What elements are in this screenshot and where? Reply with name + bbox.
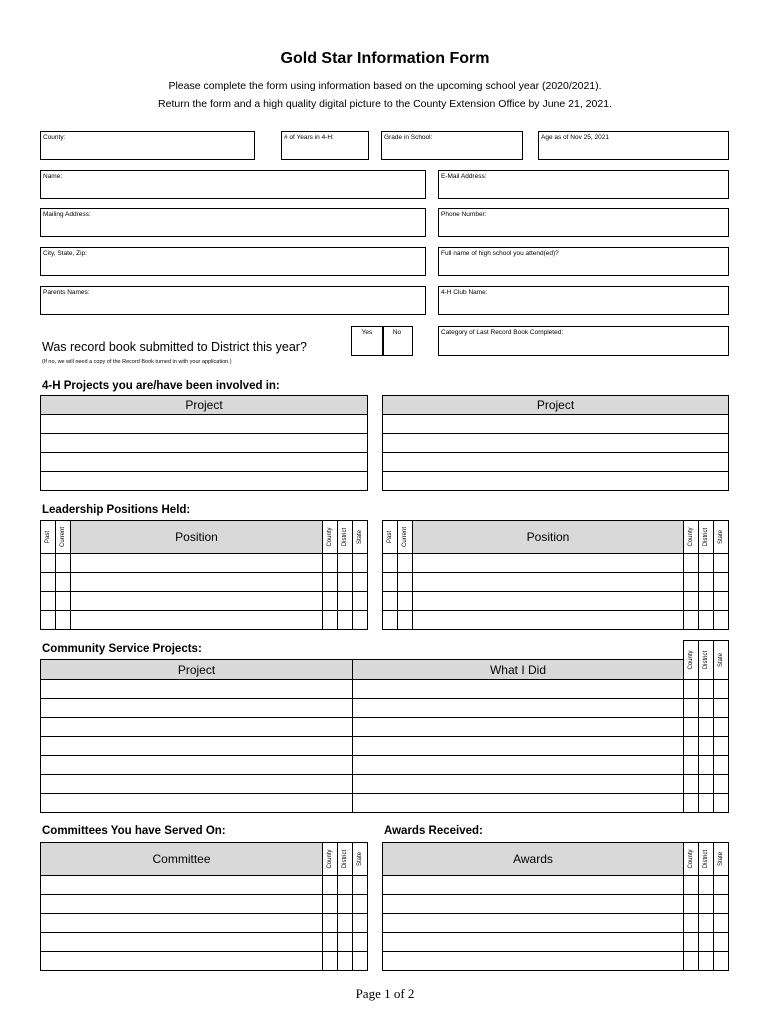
table-row	[41, 876, 368, 895]
cell[interactable]	[398, 592, 413, 611]
table-row	[383, 914, 729, 933]
cell[interactable]	[383, 573, 398, 592]
cell[interactable]	[41, 718, 353, 737]
cell[interactable]	[56, 573, 71, 592]
county-header	[684, 521, 699, 554]
cell[interactable]	[714, 718, 729, 737]
position-header: Position	[71, 521, 323, 554]
cell[interactable]	[684, 611, 699, 630]
cell[interactable]	[338, 895, 353, 914]
district-header	[338, 521, 353, 554]
cell[interactable]	[353, 737, 684, 756]
cell[interactable]	[71, 611, 323, 630]
cell[interactable]	[41, 914, 323, 933]
cell[interactable]	[714, 573, 729, 592]
cell[interactable]	[699, 592, 714, 611]
cell[interactable]	[714, 775, 729, 794]
current-header	[56, 521, 71, 554]
project-cell[interactable]	[383, 434, 729, 453]
cell[interactable]	[41, 895, 323, 914]
high-school-label: Full name of high school you attend(ed)?	[441, 250, 559, 257]
cell[interactable]	[684, 895, 699, 914]
cell[interactable]	[383, 876, 684, 895]
projects-table-left	[40, 395, 368, 491]
cell[interactable]	[714, 554, 729, 573]
committees-table	[40, 842, 368, 971]
cell[interactable]	[684, 876, 699, 895]
cell[interactable]	[338, 611, 353, 630]
county-label: County	[688, 849, 694, 869]
club-label: 4-H Club Name:	[441, 289, 488, 296]
cell[interactable]	[714, 952, 729, 971]
age-label: Age as of Nov 25, 2021	[541, 134, 609, 141]
cell[interactable]	[338, 914, 353, 933]
table-row	[383, 952, 729, 971]
email-label: E-Mail Address:	[441, 173, 487, 180]
county-label: County	[688, 527, 694, 547]
cell[interactable]	[41, 699, 353, 718]
table-row	[41, 699, 729, 718]
cell[interactable]	[338, 933, 353, 952]
district-header	[338, 843, 353, 876]
cell[interactable]	[699, 756, 714, 775]
state-label: State	[718, 652, 724, 668]
projects-heading: 4-H Projects you are/have been involved in:	[42, 380, 280, 392]
state-label: State	[718, 851, 724, 867]
table-row	[41, 914, 368, 933]
cell[interactable]	[684, 699, 699, 718]
mailing-label: Mailing Address:	[43, 211, 91, 218]
cell[interactable]	[353, 718, 684, 737]
district-label: District	[342, 527, 348, 547]
record-book-question: Was record book submitted to District this year?	[42, 340, 307, 354]
cell[interactable]	[353, 775, 684, 794]
project-cell[interactable]	[383, 472, 729, 491]
state-header	[353, 843, 368, 876]
cell[interactable]	[56, 554, 71, 573]
cell[interactable]	[699, 914, 714, 933]
cell[interactable]	[71, 573, 323, 592]
cell[interactable]	[714, 794, 729, 813]
mailing-address-field[interactable]	[40, 208, 426, 237]
project-cell[interactable]	[383, 453, 729, 472]
cell[interactable]	[383, 611, 398, 630]
cell[interactable]	[41, 794, 353, 813]
cell[interactable]	[338, 554, 353, 573]
cell[interactable]	[699, 794, 714, 813]
years-field[interactable]	[281, 131, 369, 160]
county-header	[684, 843, 699, 876]
table-row	[383, 573, 729, 592]
project-column-header: Project	[383, 396, 729, 415]
cell[interactable]	[699, 737, 714, 756]
cell[interactable]	[699, 699, 714, 718]
cell[interactable]	[323, 952, 338, 971]
cell[interactable]	[684, 718, 699, 737]
past-header	[383, 521, 398, 554]
cell[interactable]	[41, 933, 323, 952]
table-row	[383, 592, 729, 611]
cell[interactable]	[71, 592, 323, 611]
age-field[interactable]	[538, 131, 729, 160]
past-label: Past	[387, 530, 393, 544]
cell[interactable]	[323, 611, 338, 630]
cell[interactable]	[41, 680, 353, 699]
cell[interactable]	[41, 876, 323, 895]
cell[interactable]	[71, 554, 323, 573]
county-label: County	[327, 849, 333, 869]
cell[interactable]	[398, 554, 413, 573]
phone-field[interactable]	[438, 208, 729, 237]
cell[interactable]	[714, 680, 729, 699]
cell[interactable]	[699, 573, 714, 592]
table-row	[41, 794, 729, 813]
category-field[interactable]	[438, 326, 729, 356]
cell[interactable]	[353, 699, 684, 718]
cell[interactable]	[353, 573, 368, 592]
grade-label: Grade in School:	[384, 134, 433, 141]
district-header	[699, 641, 714, 680]
cell[interactable]	[413, 611, 684, 630]
cell[interactable]	[684, 554, 699, 573]
cell[interactable]	[353, 794, 684, 813]
table-row	[383, 554, 729, 573]
spacer	[41, 641, 353, 660]
state-label: State	[357, 851, 363, 867]
cell[interactable]	[398, 611, 413, 630]
past-label: Past	[45, 530, 51, 544]
parents-field[interactable]	[40, 286, 426, 315]
district-label: District	[703, 849, 709, 869]
district-label: District	[703, 527, 709, 547]
instructions-line-2: Return the form and a high quality digital picture to the County Extension Office by June 21, 2021.	[158, 98, 612, 110]
cell[interactable]	[323, 933, 338, 952]
cell[interactable]	[684, 680, 699, 699]
cell[interactable]	[323, 554, 338, 573]
yes-label: Yes	[361, 329, 373, 336]
cell[interactable]	[684, 952, 699, 971]
county-header	[684, 641, 699, 680]
cell[interactable]	[353, 592, 368, 611]
cell[interactable]	[714, 895, 729, 914]
cell[interactable]	[338, 573, 353, 592]
cell[interactable]	[338, 592, 353, 611]
district-label: District	[342, 849, 348, 869]
cell[interactable]	[353, 611, 368, 630]
cell[interactable]	[699, 952, 714, 971]
table-row	[41, 933, 368, 952]
leadership-heading: Leadership Positions Held:	[42, 504, 191, 516]
state-label: State	[718, 529, 724, 545]
instructions-line-1: Please complete the form using information based on the upcoming school year (2020/2021).	[168, 80, 602, 92]
table-row	[41, 895, 368, 914]
cell[interactable]	[714, 914, 729, 933]
committee-column-header: Committee	[41, 843, 323, 876]
state-header	[714, 641, 729, 680]
cell[interactable]	[699, 895, 714, 914]
table-row	[41, 737, 729, 756]
cell[interactable]	[684, 756, 699, 775]
cell[interactable]	[383, 592, 398, 611]
cell[interactable]	[383, 933, 684, 952]
cell[interactable]	[353, 952, 368, 971]
cell[interactable]	[699, 876, 714, 895]
table-row	[41, 680, 729, 699]
cell[interactable]	[353, 895, 368, 914]
cell[interactable]	[699, 680, 714, 699]
cell[interactable]	[413, 554, 684, 573]
cell[interactable]	[699, 933, 714, 952]
name-label: Name:	[43, 173, 63, 180]
table-row	[41, 952, 368, 971]
name-field[interactable]	[40, 170, 426, 199]
cell[interactable]	[699, 611, 714, 630]
cell[interactable]	[323, 895, 338, 914]
projects-table-right	[382, 395, 729, 491]
district-label: District	[703, 650, 709, 670]
cell[interactable]	[714, 737, 729, 756]
cell[interactable]	[323, 876, 338, 895]
cell[interactable]	[383, 895, 684, 914]
current-header	[398, 521, 413, 554]
cell[interactable]	[353, 933, 368, 952]
table-row	[383, 895, 729, 914]
city-field[interactable]	[40, 247, 426, 276]
cell[interactable]	[714, 699, 729, 718]
cell[interactable]	[714, 933, 729, 952]
project-cell[interactable]	[41, 453, 368, 472]
cell[interactable]	[323, 573, 338, 592]
table-row	[41, 554, 368, 573]
cell[interactable]	[684, 737, 699, 756]
cell[interactable]	[353, 680, 684, 699]
cell[interactable]	[41, 611, 56, 630]
city-label: City, State, Zip:	[43, 250, 87, 257]
grade-field[interactable]	[381, 131, 523, 160]
cell[interactable]	[353, 914, 368, 933]
county-field[interactable]	[40, 131, 255, 160]
current-label: Current	[402, 526, 408, 548]
cell[interactable]	[714, 592, 729, 611]
cell[interactable]	[41, 737, 353, 756]
cell[interactable]	[398, 573, 413, 592]
cell[interactable]	[714, 611, 729, 630]
county-label: County	[327, 527, 333, 547]
cell[interactable]	[714, 756, 729, 775]
page-number: Page 1 of 2	[355, 986, 415, 1001]
phone-label: Phone Number:	[441, 211, 487, 218]
cell[interactable]	[41, 554, 56, 573]
cell[interactable]	[413, 573, 684, 592]
awards-table	[382, 842, 729, 971]
cell[interactable]	[353, 876, 368, 895]
high-school-field[interactable]	[438, 247, 729, 276]
leadership-table-right	[382, 520, 729, 630]
table-row	[383, 876, 729, 895]
cell[interactable]	[714, 876, 729, 895]
district-header	[699, 843, 714, 876]
project-cell[interactable]	[383, 415, 729, 434]
cell[interactable]	[413, 592, 684, 611]
email-field[interactable]	[438, 170, 729, 199]
club-field[interactable]	[438, 286, 729, 315]
county-label: County:	[43, 134, 66, 141]
district-header	[699, 521, 714, 554]
leadership-table-left	[40, 520, 368, 630]
cell[interactable]	[338, 952, 353, 971]
county-header	[323, 843, 338, 876]
past-header	[41, 521, 56, 554]
county-label: County	[688, 650, 694, 670]
state-header	[714, 521, 729, 554]
cell[interactable]	[684, 573, 699, 592]
current-label: Current	[60, 526, 66, 548]
table-row	[41, 611, 368, 630]
state-label: State	[357, 529, 363, 545]
committees-heading: Committees You have Served On:	[42, 825, 226, 837]
no-label: No	[392, 329, 402, 336]
cell[interactable]	[41, 775, 353, 794]
cell[interactable]	[56, 592, 71, 611]
cell[interactable]	[323, 592, 338, 611]
table-row	[383, 933, 729, 952]
project-cell[interactable]	[41, 415, 368, 434]
awards-column-header: Awards	[383, 843, 684, 876]
page-title: Gold Star Information Form	[280, 50, 490, 67]
cell[interactable]	[684, 914, 699, 933]
cell[interactable]	[699, 718, 714, 737]
table-row	[41, 756, 729, 775]
community-heading: Community Service Projects:	[42, 643, 202, 655]
cell[interactable]	[41, 592, 56, 611]
state-header	[353, 521, 368, 554]
cell[interactable]	[323, 914, 338, 933]
table-row	[41, 775, 729, 794]
no-checkbox[interactable]	[382, 326, 413, 356]
project-cell[interactable]	[41, 434, 368, 453]
table-row	[383, 611, 729, 630]
years-label: # of Years in 4-H:	[284, 134, 334, 141]
cell[interactable]	[684, 794, 699, 813]
cell[interactable]	[353, 756, 684, 775]
state-header	[714, 843, 729, 876]
county-header	[323, 521, 338, 554]
cell[interactable]	[699, 554, 714, 573]
cell[interactable]	[41, 952, 323, 971]
position-header: Position	[413, 521, 684, 554]
awards-heading: Awards Received:	[384, 825, 483, 837]
spacer	[353, 641, 684, 660]
yes-checkbox[interactable]	[351, 326, 384, 356]
cell[interactable]	[684, 775, 699, 794]
category-label: Category of Last Record Book Completed:	[441, 329, 564, 336]
project-column-header: Project	[41, 660, 353, 680]
cell[interactable]	[383, 914, 684, 933]
parents-label: Parents Names:	[43, 289, 90, 296]
community-table	[40, 640, 729, 813]
cell[interactable]	[41, 756, 353, 775]
cell[interactable]	[41, 573, 56, 592]
cell[interactable]	[56, 611, 71, 630]
cell[interactable]	[699, 775, 714, 794]
table-row	[41, 573, 368, 592]
what-i-did-column-header: What I Did	[353, 660, 684, 680]
project-column-header: Project	[41, 396, 368, 415]
cell[interactable]	[383, 554, 398, 573]
cell[interactable]	[684, 933, 699, 952]
table-row	[41, 592, 368, 611]
table-row	[41, 718, 729, 737]
record-book-note: (If no, we will need a copy of the Record Book turned in with your application.)	[42, 359, 232, 365]
cell[interactable]	[353, 554, 368, 573]
cell[interactable]	[338, 876, 353, 895]
project-cell[interactable]	[41, 472, 368, 491]
cell[interactable]	[383, 952, 684, 971]
cell[interactable]	[684, 592, 699, 611]
